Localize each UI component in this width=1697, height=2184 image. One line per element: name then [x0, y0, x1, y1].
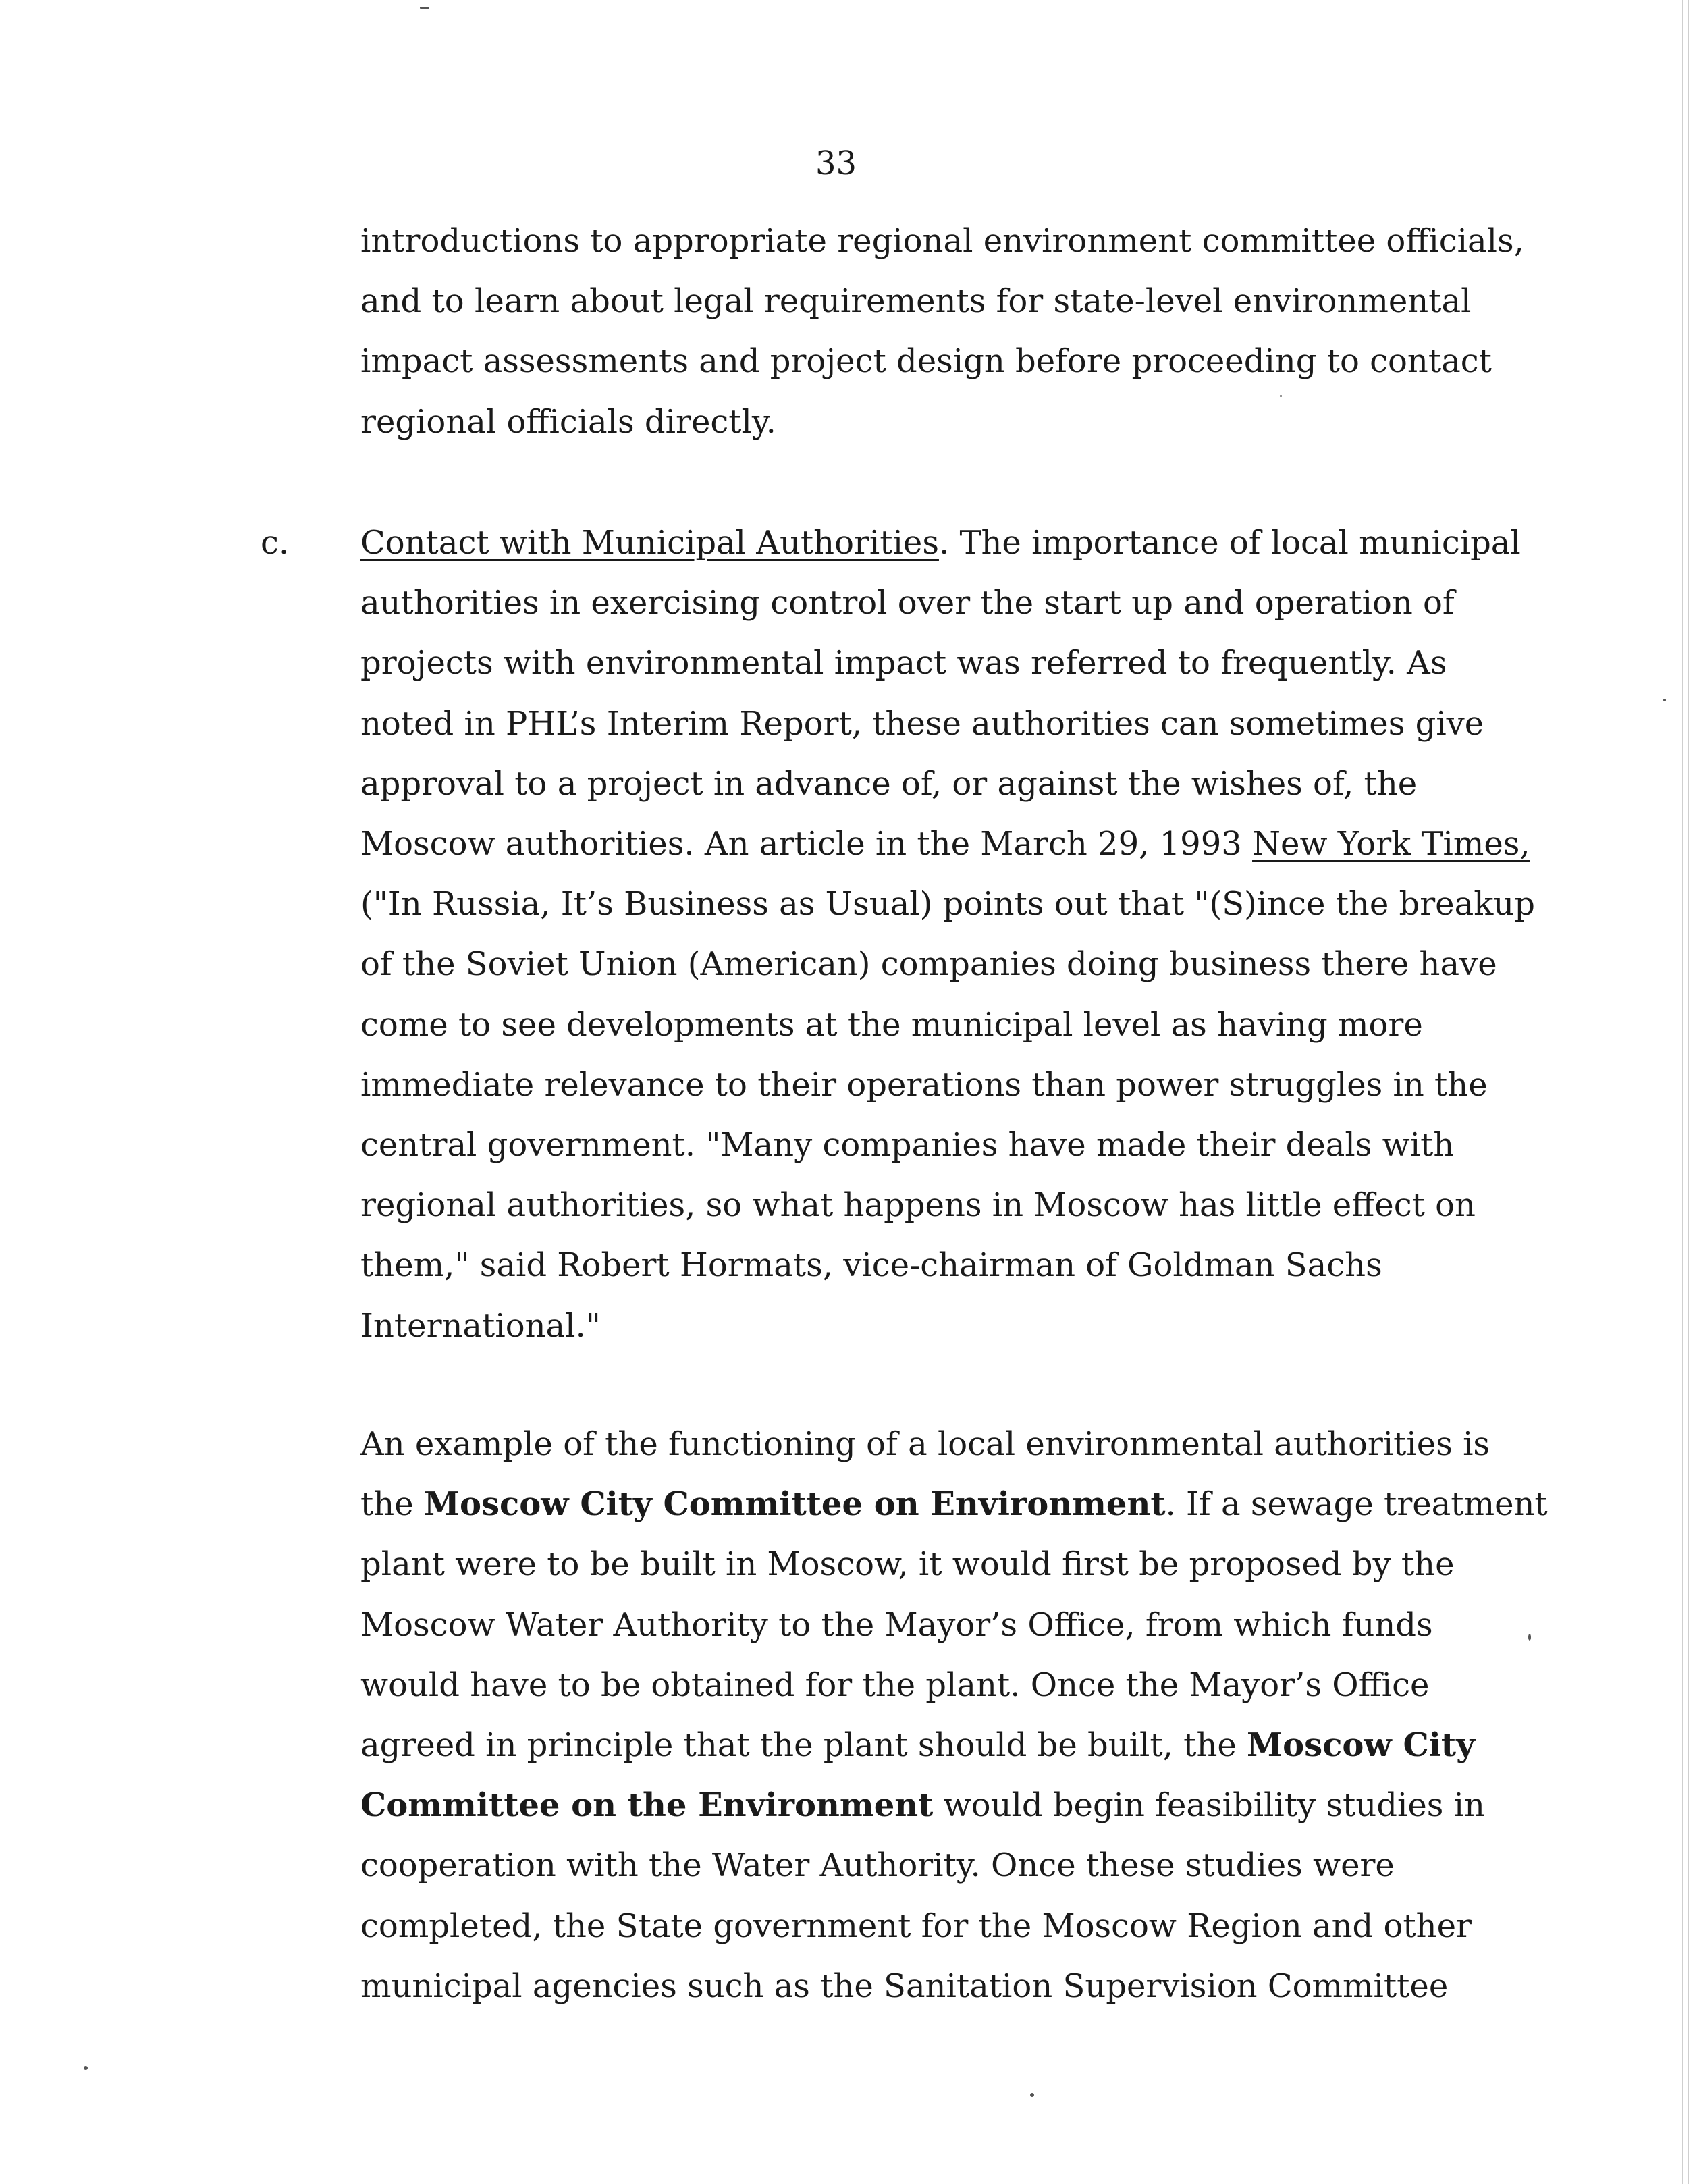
scan-edge-line	[1688, 0, 1689, 2184]
text-line: noted in PHL’s Interim Report, these authorities can sometimes give	[360, 704, 1484, 743]
text-span: agreed in principle that the plant should be built, the	[360, 1726, 1247, 1765]
bold-term: Moscow City Committee on Environment	[423, 1485, 1166, 1524]
newspaper-title: New York Times,	[1252, 825, 1530, 863]
text-line: completed, the State government for the Moscow Region and other	[360, 1907, 1472, 1945]
bold-term: Moscow City	[1247, 1726, 1475, 1765]
text-line: impact assessments and project design before proceeding to contact	[360, 342, 1492, 381]
text-line: come to see developments at the municipal level as having more	[360, 1005, 1423, 1044]
text-line: regional authorities, so what happens in Moscow has little effect on	[360, 1186, 1476, 1225]
section-heading: Contact with Municipal Authorities	[360, 524, 939, 562]
section-marker: c.	[261, 524, 290, 562]
text-line: plant were to be built in Moscow, it would first be proposed by the	[360, 1545, 1455, 1584]
text-line: cooperation with the Water Authority. Once these studies were	[360, 1846, 1395, 1885]
text-line: International."	[360, 1306, 601, 1345]
bold-term: Committee on the Environment	[360, 1786, 934, 1825]
text-line	[360, 513, 1535, 573]
text-span: . The importance of local municipal	[938, 524, 1521, 562]
text-span: Moscow authorities. An article in the March 29, 1993	[360, 825, 1253, 863]
scan-speck	[420, 7, 429, 9]
text-line: municipal agencies such as the Sanitation Supervision Committee	[360, 1967, 1449, 2005]
text-line: Moscow Water Authority to the Mayor’s Office, from which funds	[360, 1605, 1433, 1644]
scan-edge-line	[1682, 0, 1683, 2184]
text-line: approval to a project in advance of, or against the wishes of, the	[360, 764, 1418, 803]
scan-speck	[1030, 2093, 1034, 2097]
text-line: immediate relevance to their operations than power struggles in the	[360, 1065, 1488, 1104]
page-number: 33	[815, 144, 857, 182]
scan-speck	[84, 2066, 88, 2070]
text-line: them," said Robert Hormats, vice-chairman of Goldman Sachs	[360, 1246, 1382, 1285]
text-line	[360, 1474, 1548, 1535]
text-line: ("In Russia, It’s Business as Usual) points out that "(S)ince the breakup	[360, 885, 1535, 924]
text-line: projects with environmental impact was referred to frequently. As	[360, 644, 1447, 683]
text-span: the	[360, 1485, 424, 1524]
text-line: central government. "Many companies have made their deals with	[360, 1126, 1455, 1165]
text-line	[360, 1776, 1535, 1836]
scan-speck	[1663, 699, 1666, 701]
section-c-paragraph	[360, 513, 1535, 1356]
paragraph-intro	[360, 211, 1535, 452]
text-line	[360, 814, 1535, 874]
scan-speck	[1280, 395, 1282, 397]
text-line: authorities in exercising control over the start up and operation of	[360, 584, 1455, 622]
paragraph-example	[360, 1414, 1548, 2017]
text-line: and to learn about legal requirements for state-level environmental	[360, 282, 1472, 321]
scan-speck	[1528, 1634, 1531, 1641]
text-line: would have to be obtained for the plant. Once the Mayor’s Office	[360, 1666, 1430, 1704]
text-line: An example of the functioning of a local environmental authorities is	[360, 1425, 1490, 1463]
text-line	[360, 1715, 1535, 1776]
text-span: would begin feasibility studies in	[933, 1786, 1485, 1825]
text-line: introductions to appropriate regional environment committee officials,	[360, 222, 1524, 260]
text-span: . If a sewage treatment	[1165, 1485, 1548, 1524]
text-line: regional officials directly.	[360, 402, 776, 441]
text-line: of the Soviet Union (American) companies doing business there have	[360, 945, 1497, 984]
